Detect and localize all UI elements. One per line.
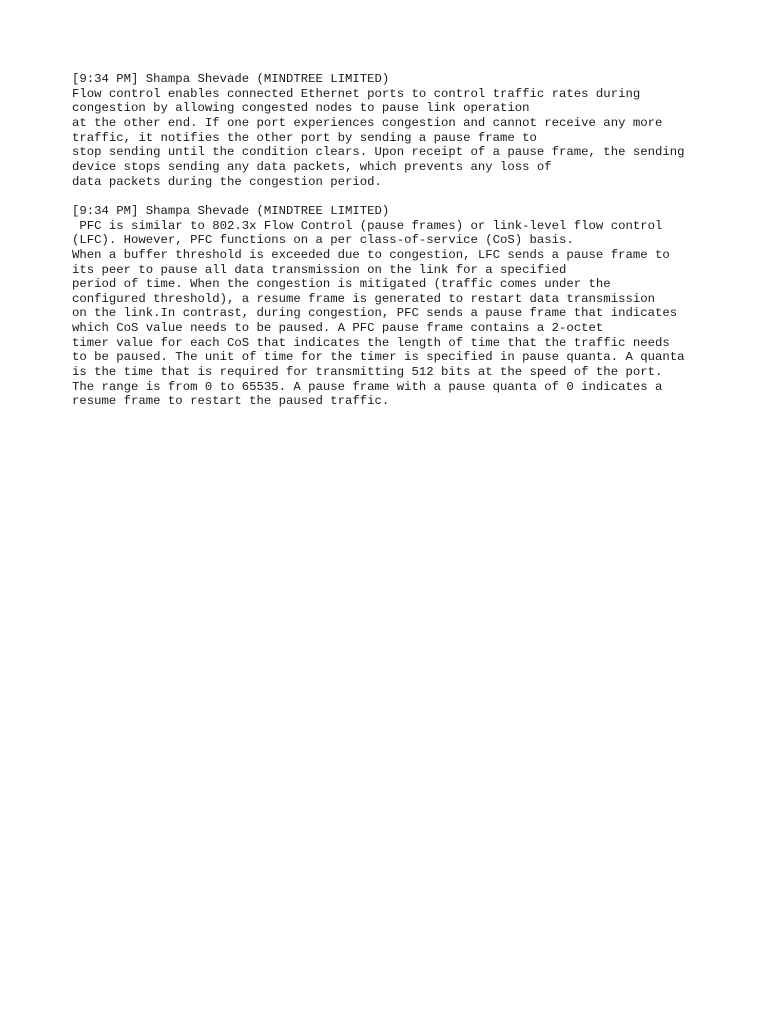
message-line: timer value for each CoS that indicates the length of time that the traffic needs	[72, 335, 670, 350]
message-line: to be paused. The unit of time for the timer is specified in pause quanta. A quanta	[72, 350, 685, 365]
message-header: [9:34 PM] Shampa Shevade (MINDTREE LIMITED)	[72, 72, 390, 86]
message-line: data packets during the congestion period.	[72, 174, 382, 189]
message-line: When a buffer threshold is exceeded due to congestion, LFC sends a pause frame to	[72, 247, 670, 262]
message-line: on the link.In contrast, during congestion, PFC sends a pause frame that indicates	[72, 306, 678, 321]
chat-message-2	[72, 204, 752, 409]
message-line: is the time that is required for transmitting 512 bits at the speed of the port.	[72, 365, 663, 380]
message-line: The range is from 0 to 65535. A pause frame with a pause quanta of 0 indicates a	[72, 379, 663, 394]
message-line: congestion by allowing congested nodes to pause link operation	[72, 101, 530, 116]
message-line: period of time. When the congestion is mitigated (traffic comes under the	[72, 277, 611, 292]
message-line: device stops sending any data packets, which prevents any loss of	[72, 159, 552, 174]
message-line: at the other end. If one port experiences congestion and cannot receive any more	[72, 115, 663, 130]
message-line: PFC is similar to 802.3x Flow Control (pause frames) or link-level flow control	[72, 218, 663, 233]
message-header: [9:34 PM] Shampa Shevade (MINDTREE LIMITED)	[72, 203, 390, 218]
message-line: which CoS value needs to be paused. A PFC pause frame contains a 2-octet	[72, 321, 604, 336]
message-line: stop sending until the condition clears. Upon receipt of a pause frame, the sending	[72, 145, 685, 160]
message-line: resume frame to restart the paused traffic.	[72, 394, 390, 409]
message-line: Flow control enables connected Ethernet ports to control traffic rates during	[72, 86, 641, 101]
message-line: configured threshold), a resume frame is generated to restart data transmission	[72, 291, 655, 306]
chat-message-1	[72, 72, 752, 189]
document-page	[72, 72, 752, 409]
message-line: (LFC). However, PFC functions on a per class-of-service (CoS) basis.	[72, 233, 574, 248]
message-line: its peer to pause all data transmission on the link for a specified	[72, 262, 567, 277]
message-line: traffic, it notifies the other port by sending a pause frame to	[72, 130, 537, 145]
